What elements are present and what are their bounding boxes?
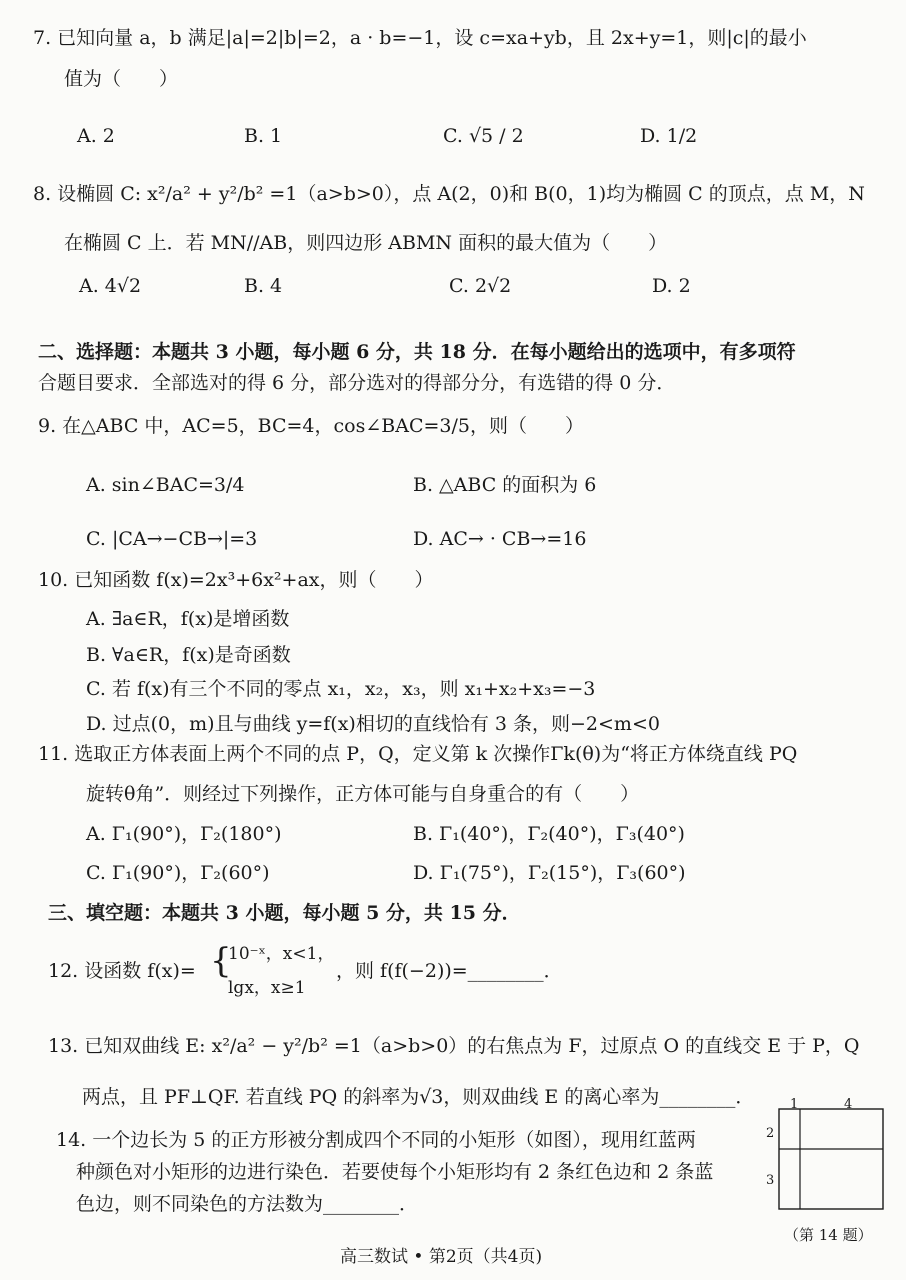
q9-option-c: C. |CA→−CB→|=3 (86, 528, 258, 550)
q8-option-a: A. 4√2 (79, 275, 142, 297)
q13-line2: 两点，且 PF⊥QF. 若直线 PQ 的斜率为√3，则双曲线 E 的离心率为________． (82, 1086, 755, 1108)
q9-option-a: A. sin∠BAC=3/4 (86, 474, 245, 496)
q7-option-a: A. 2 (77, 125, 115, 147)
section3-heading: 三、填空题：本题共 3 小题，每小题 5 分，共 15 分． (48, 902, 521, 924)
q10-option-b: B. ∀a∈R，f(x)是奇函数 (86, 644, 291, 666)
q10-option-d: D. 过点(0，m)且与曲线 y=f(x)相切的直线恰有 3 条，则−2<m<0 (86, 713, 660, 735)
q9-option-d: D. AC→ · CB→=16 (413, 528, 587, 550)
page-footer: 高三数试 • 第2页（共4页) (340, 1247, 543, 1267)
q12-case2: lgx，x≥1 (228, 978, 306, 998)
q14-line1: 14. 一个边长为 5 的正方形被分割成四个不同的小矩形（如图），现用红蓝两 (56, 1129, 696, 1151)
q10-line1: 10. 已知函数 f(x)=2x³+6x²+ax，则（ ） (38, 569, 434, 591)
q14-line3: 色边，则不同染色的方法数为________． (76, 1193, 419, 1215)
section2-heading: 二、选择题：本题共 3 小题，每小题 6 分，共 18 分．在每小题给出的选项中，有多项符 (38, 341, 796, 363)
q14-square-figure (778, 1108, 890, 1212)
q7-option-c: C. √5 / 2 (443, 125, 524, 147)
q11-option-d: D. Γ₁(75°)，Γ₂(15°)，Γ₃(60°) (413, 862, 686, 884)
q11-option-a: A. Γ₁(90°)，Γ₂(180°) (86, 823, 282, 845)
q7-line1: 7. 已知向量 a，b 满足|a|=2|b|=2，a · b=−1，设 c=xa+yb，且 2x+y=1，则|c|的最小 (33, 27, 807, 49)
q8-option-d: D. 2 (652, 275, 691, 297)
q12-brace: { (210, 941, 232, 981)
q12-case1: 10⁻ˣ，x<1， (228, 944, 335, 964)
q8-line2: 在椭圆 C 上．若 MN//AB，则四边形 ABMN 面积的最大值为（ ） (64, 232, 668, 254)
q7-option-b: B. 1 (244, 125, 283, 147)
q8-line1: 8. 设椭圆 C: x²/a² + y²/b² =1（a>b>0），点 A(2，0)和 B(0，1)均为椭圆 C 的顶点，点 M，N (33, 183, 865, 205)
q13-line1: 13. 已知双曲线 E: x²/a² − y²/b² =1（a>b>0）的右焦点为 F，过原点 O 的直线交 E 于 P，Q (48, 1035, 860, 1057)
q11-line1: 11. 选取正方体表面上两个不同的点 P，Q，定义第 k 次操作Γk(θ)为“将正方体绕直线 PQ (38, 743, 798, 765)
q9-option-b: B. △ABC 的面积为 6 (413, 474, 597, 496)
q10-option-c: C. 若 f(x)有三个不同的零点 x₁，x₂，x₃，则 x₁+x₂+x₃=−3 (86, 678, 596, 700)
q8-option-b: B. 4 (244, 275, 283, 297)
q14-outer-square (779, 1109, 883, 1209)
q11-option-b: B. Γ₁(40°)，Γ₂(40°)，Γ₃(40°) (413, 823, 685, 845)
q11-line2: 旋转θ角”．则经过下列操作，正方体可能与自身重合的有（ ） (86, 783, 640, 805)
q14-fig-left-label-2: 2 (766, 1126, 775, 1141)
q14-figure-caption: （第 14 题） (784, 1226, 873, 1244)
q12-prefix: 12. 设函数 f(x)= (48, 960, 196, 982)
q14-fig-top-label-4: 4 (844, 1097, 853, 1112)
q8-option-c: C. 2√2 (449, 275, 512, 297)
q11-option-c: C. Γ₁(90°)，Γ₂(60°) (86, 862, 270, 884)
q12-suffix: ，则 f(f(−2))=________． (336, 960, 563, 982)
q14-fig-left-label-3: 3 (766, 1173, 775, 1188)
q7-option-d: D. 1/2 (640, 125, 698, 147)
q9-line1: 9. 在△ABC 中，AC=5，BC=4，cos∠BAC=3/5，则（ ） (38, 415, 584, 437)
q7-line2: 值为（ ） (64, 68, 179, 90)
section2-line2: 合题目要求．全部选对的得 6 分，部分选对的得部分分，有选错的得 0 分． (38, 372, 676, 394)
q14-line2: 种颜色对小矩形的边进行染色．若要使每个小矩形均有 2 条红色边和 2 条蓝 (76, 1161, 714, 1183)
q14-fig-top-label-1: 1 (790, 1097, 799, 1112)
q10-option-a: A. ∃a∈R，f(x)是增函数 (86, 608, 290, 630)
